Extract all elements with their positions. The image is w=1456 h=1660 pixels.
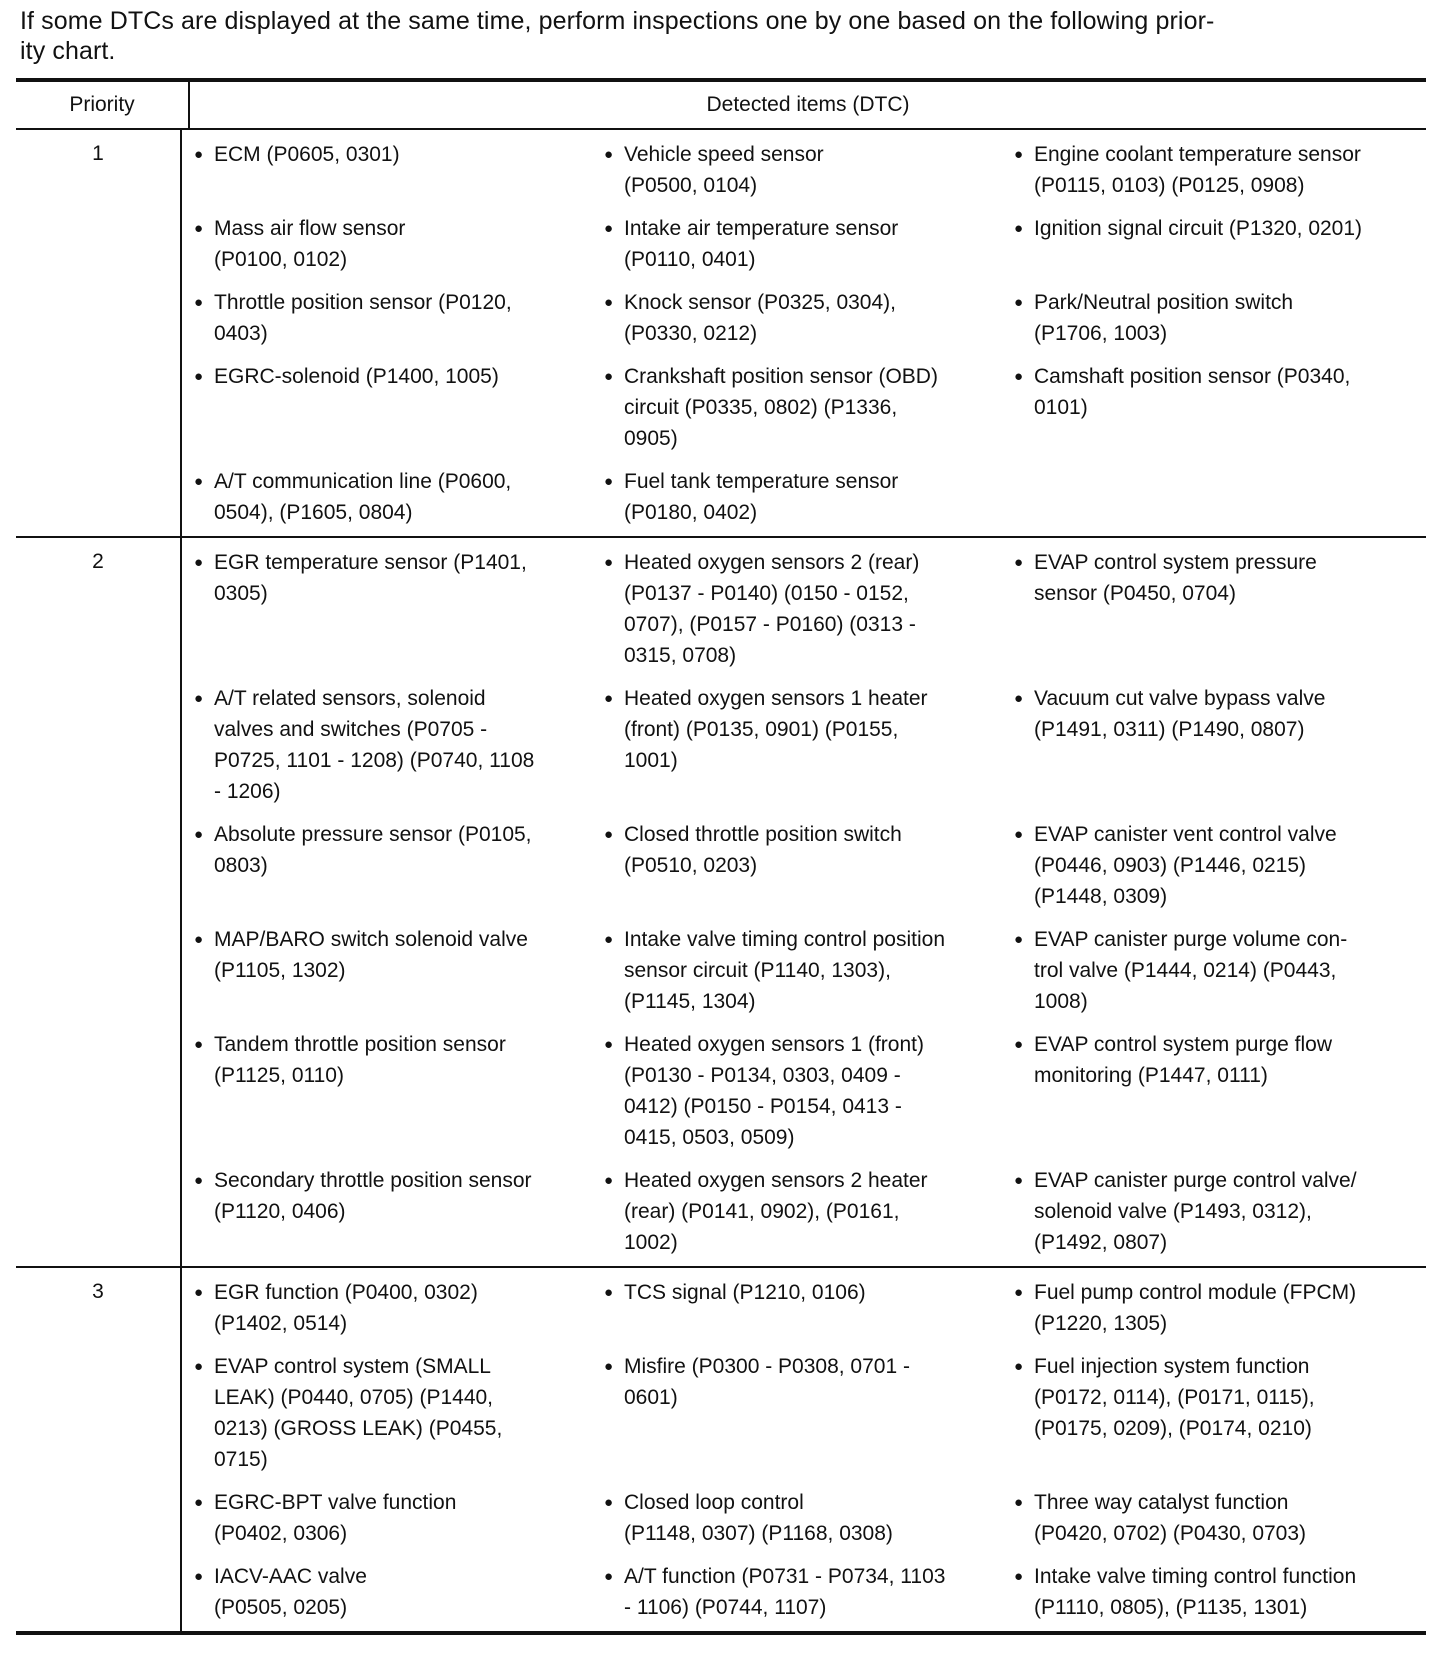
dtc-item-label: EVAP control system purge flow monitoring (P1447, 0111): [1034, 1033, 1333, 1087]
dtc-item: [604, 683, 1014, 807]
dtc-item-label: EGR temperature sensor (P1401, 0305): [214, 551, 527, 605]
dtc-item: [1014, 1277, 1426, 1339]
dtc-item-label: Vehicle speed sensor (P0500, 0104): [624, 143, 824, 197]
dtc-item: [194, 466, 604, 528]
bullet-icon: ●: [604, 1358, 614, 1375]
dtc-item-label: Camshaft position sensor (P0340, 0101): [1034, 365, 1351, 419]
intro-text: If some DTCs are displayed at the same time, perform inspections one by one based on the following prior- ity chart.: [20, 7, 1215, 65]
dtc-item: [604, 1351, 1014, 1475]
dtc-item-label: Heated oxygen sensors 1 (front) (P0130 - P0134, 0303, 0409 - 0412) (P0150 - P0154, 0413 - 0415, 0503, 0509): [624, 1033, 924, 1149]
dtc-priority-table: [16, 78, 1426, 1635]
dtc-item: [604, 1561, 1014, 1623]
dtc-item-label: EVAP canister purge volume con- trol valve (P1444, 0214) (P0443, 1008): [1034, 928, 1348, 1013]
dtc-item: [194, 1029, 604, 1153]
detected-items-cell: [182, 130, 1426, 536]
bullet-icon: ●: [194, 690, 204, 707]
bullet-icon: ●: [194, 554, 204, 571]
table-header: [16, 82, 1426, 130]
dtc-item: [1014, 1561, 1426, 1623]
bullet-icon: ●: [1014, 1358, 1024, 1375]
bullet-icon: ●: [1014, 690, 1024, 707]
dtc-item-label: Mass air flow sensor (P0100, 0102): [214, 217, 406, 271]
dtc-item-label: Fuel injection system function (P0172, 0114), (P0171, 0115), (P0175, 0209), (P0174, 0210): [1034, 1355, 1315, 1440]
table-row: [194, 139, 1426, 201]
dtc-item-label: Ignition signal circuit (P1320, 0201): [1034, 217, 1363, 240]
table-row: [194, 1277, 1426, 1339]
bullet-icon: ●: [604, 146, 614, 163]
dtc-item-label: MAP/BARO switch solenoid valve (P1105, 1302): [214, 928, 528, 982]
table-row: [194, 1029, 1426, 1153]
dtc-item-label: Closed loop control (P1148, 0307) (P1168, 0308): [624, 1491, 893, 1545]
dtc-item: [194, 547, 604, 671]
dtc-item-label: Fuel pump control module (FPCM) (P1220, 1305): [1034, 1281, 1357, 1335]
detected-items-cell: [182, 538, 1426, 1266]
dtc-item-label: EVAP canister purge control valve/ solenoid valve (P1493, 0312), (P1492, 0807): [1034, 1169, 1357, 1254]
dtc-item-label: Park/Neutral position switch (P1706, 1003): [1034, 291, 1294, 345]
bullet-icon: ●: [1014, 554, 1024, 571]
bullet-icon: ●: [194, 146, 204, 163]
bullet-icon: ●: [604, 220, 614, 237]
dtc-item-label: Intake valve timing control function (P1110, 0805), (P1135, 1301): [1034, 1565, 1357, 1619]
bullet-icon: ●: [604, 1284, 614, 1301]
dtc-item: [194, 361, 604, 454]
dtc-item: [604, 1277, 1014, 1339]
bullet-icon: ●: [604, 554, 614, 571]
dtc-item: [194, 139, 604, 201]
dtc-item: [194, 924, 604, 1017]
dtc-item: [194, 1165, 604, 1258]
dtc-item-label: Crankshaft position sensor (OBD) circuit (P0335, 0802) (P1336, 0905): [624, 365, 938, 450]
bullet-icon: ●: [194, 1172, 204, 1189]
dtc-item: [1014, 924, 1426, 1017]
dtc-item-label: A/T function (P0731 - P0734, 1103 - 1106) (P0744, 1107): [624, 1565, 946, 1619]
dtc-item: [604, 1029, 1014, 1153]
bullet-icon: ●: [194, 931, 204, 948]
dtc-item: [1014, 139, 1426, 201]
dtc-item-label: EVAP control system pressure sensor (P0450, 0704): [1034, 551, 1317, 605]
priority-group: [16, 538, 1426, 1268]
table-row: [194, 547, 1426, 671]
dtc-item: [604, 466, 1014, 528]
dtc-item: [1014, 213, 1426, 275]
dtc-item-label: A/T related sensors, solenoid valves and switches (P0705 - P0725, 1101 - 1208) (P0740, 1108 - 1206): [214, 687, 535, 803]
header-detected-items: Detected items (DTC): [706, 93, 910, 116]
bullet-icon: ●: [1014, 294, 1024, 311]
dtc-item-label: Misfire (P0300 - P0308, 0701 - 0601): [624, 1355, 910, 1409]
bullet-icon: ●: [604, 368, 614, 385]
dtc-item-label: Heated oxygen sensors 2 (rear) (P0137 - P0140) (0150 - 0152, 0707), (P0157 - P0160) (0313 - 0315, 0708): [624, 551, 920, 667]
priority-group: [16, 130, 1426, 538]
bullet-icon: ●: [604, 473, 614, 490]
dtc-item-label: Closed throttle position switch (P0510, 0203): [624, 823, 902, 877]
dtc-item-label: TCS signal (P1210, 0106): [624, 1281, 866, 1304]
dtc-item: [1014, 1487, 1426, 1549]
bullet-icon: ●: [194, 220, 204, 237]
dtc-item: [194, 287, 604, 349]
bullet-icon: ●: [194, 368, 204, 385]
table-row: [194, 1165, 1426, 1258]
dtc-item-label: IACV-AAC valve (P0505, 0205): [214, 1565, 367, 1619]
bullet-icon: ●: [1014, 220, 1024, 237]
dtc-item: [194, 1487, 604, 1549]
dtc-item-label: EVAP control system (SMALL LEAK) (P0440, 0705) (P1440, 0213) (GROSS LEAK) (P0455, 0715): [214, 1355, 503, 1471]
dtc-item: [1014, 1165, 1426, 1258]
dtc-item: [1014, 547, 1426, 671]
bullet-icon: ●: [604, 1036, 614, 1053]
bullet-icon: ●: [1014, 1284, 1024, 1301]
dtc-item-label: EGR function (P0400, 0302) (P1402, 0514): [214, 1281, 478, 1335]
dtc-item-label: Engine coolant temperature sensor (P0115, 0103) (P0125, 0908): [1034, 143, 1361, 197]
bullet-icon: ●: [604, 1172, 614, 1189]
bullet-icon: ●: [604, 294, 614, 311]
bullet-icon: ●: [194, 1568, 204, 1585]
bullet-icon: ●: [604, 1494, 614, 1511]
dtc-item: [194, 819, 604, 912]
dtc-item-label: Absolute pressure sensor (P0105, 0803): [214, 823, 532, 877]
dtc-item: [604, 213, 1014, 275]
dtc-item-label: Heated oxygen sensors 2 heater (rear) (P0141, 0902), (P0161, 1002): [624, 1169, 928, 1254]
dtc-item: [604, 139, 1014, 201]
table-row: [194, 361, 1426, 454]
detected-items-cell: [182, 1268, 1426, 1631]
bullet-icon: ●: [194, 1284, 204, 1301]
bullet-icon: ●: [194, 826, 204, 843]
dtc-item-label: EGRC-BPT valve function (P0402, 0306): [214, 1491, 457, 1545]
bullet-icon: ●: [194, 1494, 204, 1511]
dtc-item: [194, 1561, 604, 1623]
bullet-icon: ●: [1014, 146, 1024, 163]
dtc-item: [194, 1277, 604, 1339]
bullet-icon: ●: [1014, 1568, 1024, 1585]
dtc-item-label: ECM (P0605, 0301): [214, 143, 400, 166]
dtc-item: [194, 1351, 604, 1475]
dtc-item-label: A/T communication line (P0600, 0504), (P1605, 0804): [214, 470, 512, 524]
dtc-item-label: EVAP canister vent control valve (P0446, 0903) (P1446, 0215) (P1448, 0309): [1034, 823, 1337, 908]
dtc-item: [194, 213, 604, 275]
dtc-item-label: Tandem throttle position sensor (P1125, 0110): [214, 1033, 506, 1087]
dtc-item-label: Fuel tank temperature sensor (P0180, 0402): [624, 470, 899, 524]
priority-number: 2: [16, 538, 182, 1266]
dtc-item: [1014, 287, 1426, 349]
bullet-icon: ●: [194, 1358, 204, 1375]
dtc-item-label: Vacuum cut valve bypass valve (P1491, 0311) (P1490, 0807): [1034, 687, 1326, 741]
dtc-item: [1014, 819, 1426, 912]
dtc-item-label: Intake air temperature sensor (P0110, 0401): [624, 217, 899, 271]
dtc-item: [604, 819, 1014, 912]
dtc-item: [1014, 1351, 1426, 1475]
bullet-icon: ●: [194, 473, 204, 490]
bullet-icon: ●: [604, 826, 614, 843]
dtc-item: [1014, 361, 1426, 454]
dtc-item: [1014, 1029, 1426, 1153]
bullet-icon: ●: [194, 1036, 204, 1053]
priority-number: 3: [16, 1268, 182, 1631]
bullet-icon: ●: [1014, 1172, 1024, 1189]
bullet-icon: ●: [1014, 368, 1024, 385]
priority-group: [16, 1268, 1426, 1635]
bullet-icon: ●: [1014, 826, 1024, 843]
header-priority: Priority: [16, 82, 190, 128]
dtc-item-label: Throttle position sensor (P0120, 0403): [214, 291, 512, 345]
dtc-item: [604, 1487, 1014, 1549]
dtc-item: [604, 361, 1014, 454]
bullet-icon: ●: [1014, 1036, 1024, 1053]
dtc-item-label: Three way catalyst function (P0420, 0702) (P0430, 0703): [1034, 1491, 1307, 1545]
bullet-icon: ●: [1014, 1494, 1024, 1511]
table-row: [194, 287, 1426, 349]
priority-number: 1: [16, 130, 182, 536]
table-body: [16, 130, 1426, 1635]
dtc-item-label: Heated oxygen sensors 1 heater (front) (P0135, 0901) (P0155, 1001): [624, 687, 928, 772]
dtc-item: [604, 287, 1014, 349]
bullet-icon: ●: [194, 294, 204, 311]
table-row: [194, 1561, 1426, 1623]
bullet-icon: ●: [1014, 931, 1024, 948]
table-row: [194, 466, 1426, 528]
dtc-item: [1014, 683, 1426, 807]
table-row: [194, 1351, 1426, 1475]
dtc-item-label: EGRC-solenoid (P1400, 1005): [214, 365, 499, 388]
bullet-icon: ●: [604, 690, 614, 707]
table-row: [194, 1487, 1426, 1549]
bullet-icon: ●: [604, 1568, 614, 1585]
table-row: [194, 819, 1426, 912]
dtc-item: [604, 1165, 1014, 1258]
table-row: [194, 213, 1426, 275]
dtc-item-label: Secondary throttle position sensor (P1120, 0406): [214, 1169, 532, 1223]
dtc-item: [604, 547, 1014, 671]
table-row: [194, 924, 1426, 1017]
dtc-item-label: Intake valve timing control position sensor circuit (P1140, 1303), (P1145, 1304): [624, 928, 945, 1013]
dtc-item-label: Knock sensor (P0325, 0304), (P0330, 0212): [624, 291, 896, 345]
dtc-item: [194, 683, 604, 807]
dtc-item: [604, 924, 1014, 1017]
dtc-item: [1014, 466, 1426, 528]
table-row: [194, 683, 1426, 807]
bullet-icon: ●: [604, 931, 614, 948]
